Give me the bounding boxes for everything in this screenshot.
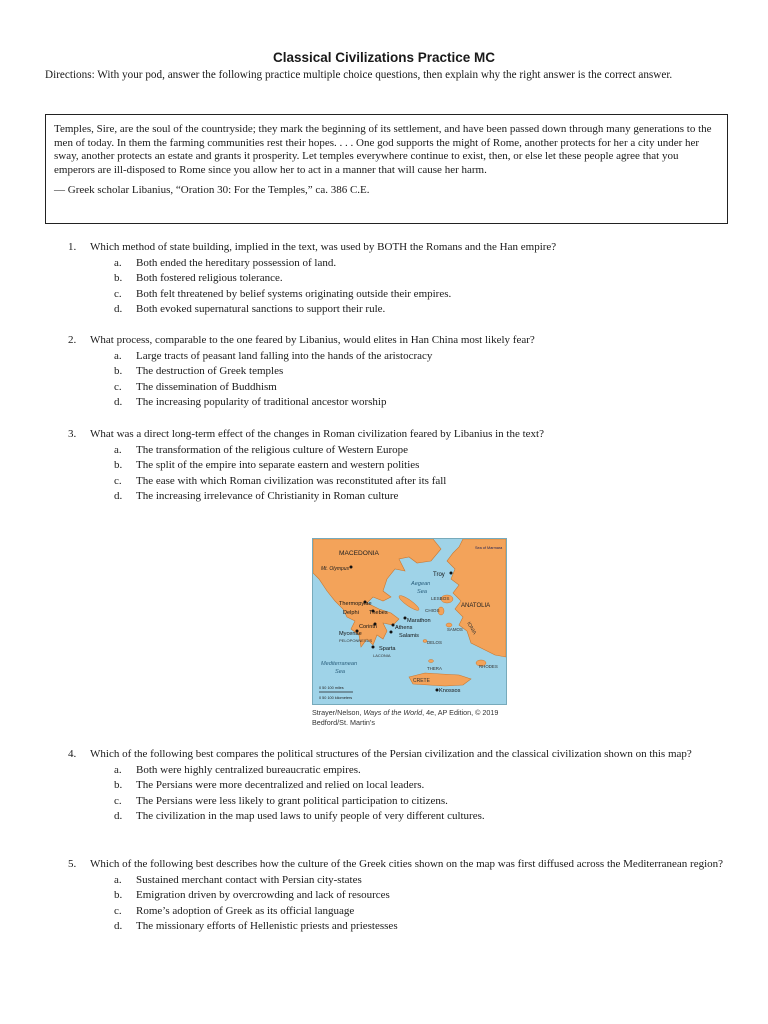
option-letter: c. bbox=[114, 904, 122, 917]
option-letter: a. bbox=[114, 256, 122, 269]
answer-option bbox=[68, 349, 728, 365]
map-label-corinth: Corinth bbox=[359, 624, 378, 630]
option-text: Both were highly centralized bureaucratic empires. bbox=[136, 763, 361, 776]
option-letter: b. bbox=[114, 779, 123, 792]
option-text: Both evoked supernatural sanctions to support their rule. bbox=[136, 303, 386, 316]
map-credit-suffix: , 4e, AP Edition, © 2019 Bedford/St. Martin’s bbox=[312, 708, 499, 727]
ancient-greece-map bbox=[312, 538, 507, 705]
map-label-thebes: Thebes bbox=[369, 610, 388, 616]
option-text: Sustained merchant contact with Persian city-states bbox=[136, 873, 362, 886]
map-city-dot bbox=[350, 566, 353, 569]
map-island-thera bbox=[429, 660, 434, 663]
passage-text: Temples, Sire, are the soul of the countryside; they mark the beginning of its settlement, and have been passed down through many generations to the men of today. In them the farming communities rest their hopes. . . . One god supports the might of Rome, another protects for her a city under her sway, another protects an estate and grants it prosperity. Let temples everywhere continue to exist, then, or else let these people agree that you emperors are ill-disposed to Rome since you allow her to act in a manner that will cause her harm. bbox=[54, 123, 712, 176]
option-letter: b. bbox=[114, 365, 123, 378]
question-5 bbox=[68, 857, 728, 935]
option-text: The ease with which Roman civilization was reconstituted after its fall bbox=[136, 474, 447, 487]
map-credit-title: Ways of the World bbox=[363, 708, 423, 717]
map-label-mediterranean: Mediterranean bbox=[321, 661, 358, 667]
page-title: Classical Civilizations Practice MC bbox=[272, 50, 496, 65]
answer-option bbox=[68, 474, 728, 490]
map-label-athens: Athens bbox=[395, 625, 413, 631]
map-city-dot bbox=[390, 631, 393, 634]
map-label-knossos: Knossos bbox=[439, 688, 461, 694]
option-letter: c. bbox=[114, 380, 122, 393]
map-scale-km: 0 50 100 kilometers bbox=[319, 696, 353, 700]
map-label-olympus: Mt. Olympus bbox=[321, 566, 350, 572]
map-city-dot bbox=[372, 646, 375, 649]
map-label-anatolia: ANATOLIA bbox=[461, 603, 491, 609]
answer-option bbox=[68, 256, 728, 272]
answer-option bbox=[68, 763, 728, 779]
question-number: 2. bbox=[68, 334, 77, 346]
option-text: Both felt threatened by belief systems originating outside their empires. bbox=[136, 287, 452, 300]
question-number: 4. bbox=[68, 748, 77, 760]
question-4 bbox=[68, 747, 728, 825]
map-label-samos: SAMOS bbox=[447, 627, 463, 632]
map-label-troy: Troy bbox=[433, 572, 445, 578]
question-stem: What was a direct long-term effect of the changes in Roman civilization feared by Libanius in the text? bbox=[90, 428, 544, 440]
option-letter: d. bbox=[114, 490, 123, 503]
answer-option bbox=[68, 888, 728, 904]
answer-option bbox=[68, 873, 728, 889]
question-number: 1. bbox=[68, 241, 77, 253]
map-label-marmara: Sea of Marmara bbox=[475, 546, 503, 550]
option-text: Both fostered religious tolerance. bbox=[136, 272, 283, 285]
question-stem: Which of the following best compares the political structures of the Persian civilization and the classical civilization shown on this map? bbox=[90, 748, 692, 760]
map-credit-prefix: Strayer/Nelson, bbox=[312, 708, 364, 717]
answer-option bbox=[68, 489, 728, 505]
option-letter: d. bbox=[114, 303, 123, 316]
map-label-peloponnesus: PELOPONNESUS bbox=[339, 638, 373, 643]
option-letter: a. bbox=[114, 443, 122, 456]
primary-source-box bbox=[45, 114, 728, 224]
directions-text: Directions: With your pod, answer the following practice multiple choice questions, then explain why the right answer is the correct answer. bbox=[45, 69, 673, 81]
answer-option bbox=[68, 443, 728, 459]
option-text: The civilization in the map used laws to unify people of very different cultures. bbox=[136, 810, 485, 823]
question-stem: Which method of state building, implied in the text, was used by BOTH the Romans and the Han empire? bbox=[90, 241, 557, 253]
option-letter: b. bbox=[114, 272, 123, 285]
map-label-aegean: Aegean bbox=[411, 581, 431, 587]
map-city-dot bbox=[450, 572, 453, 575]
option-text: The Persians were more decentralized and relied on local leaders. bbox=[136, 779, 425, 792]
question-1 bbox=[68, 240, 728, 318]
map-label-salamis: Salamis bbox=[399, 633, 419, 639]
answer-option bbox=[68, 302, 728, 318]
map-label-thera: THERA bbox=[427, 666, 442, 671]
answer-option bbox=[68, 395, 728, 411]
answer-option bbox=[68, 271, 728, 287]
map-label-mediterranean-sea: Sea bbox=[335, 669, 345, 675]
question-stem: Which of the following best describes how the culture of the Greek cities shown on the map was first diffused across the Mediterranean region? bbox=[90, 858, 724, 870]
map-label-thermopylae: Thermopylae bbox=[339, 601, 372, 607]
map-graphic bbox=[313, 539, 506, 704]
question-number: 3. bbox=[68, 428, 77, 440]
answer-option bbox=[68, 458, 728, 474]
question-3 bbox=[68, 427, 728, 505]
answer-option bbox=[68, 287, 728, 303]
option-text: Large tracts of peasant land falling into the hands of the aristocracy bbox=[136, 349, 433, 362]
option-text: Both ended the hereditary possession of land. bbox=[136, 256, 337, 269]
option-letter: a. bbox=[114, 349, 122, 362]
map-label-sparta: Sparta bbox=[379, 646, 396, 652]
map-label-lesbos: LESBOS bbox=[431, 596, 450, 601]
option-text: The missionary efforts of Hellenistic priests and priestesses bbox=[136, 920, 398, 933]
option-letter: b. bbox=[114, 459, 123, 472]
option-letter: d. bbox=[114, 396, 123, 409]
option-text: The Persians were less likely to grant political participation to citizens. bbox=[136, 794, 448, 807]
answer-option bbox=[68, 809, 728, 825]
map-label-crete: CRETE bbox=[413, 678, 430, 684]
option-letter: b. bbox=[114, 889, 123, 902]
map-island-euboea bbox=[397, 594, 420, 613]
map-label-ionia: IONIA bbox=[465, 621, 478, 636]
option-letter: d. bbox=[114, 920, 123, 933]
map-label-rhodes: RHODES bbox=[479, 664, 498, 669]
option-letter: c. bbox=[114, 794, 122, 807]
answer-option bbox=[68, 919, 728, 935]
answer-option bbox=[68, 364, 728, 380]
option-letter: d. bbox=[114, 810, 123, 823]
option-letter: c. bbox=[114, 287, 122, 300]
answer-option bbox=[68, 380, 728, 396]
question-stem: What process, comparable to the one feared by Libanius, would elites in Han China most likely fear? bbox=[90, 334, 535, 346]
map-label-macedonia: MACEDONIA bbox=[339, 550, 379, 557]
option-text: The dissemination of Buddhism bbox=[136, 380, 277, 393]
option-letter: a. bbox=[114, 873, 122, 886]
map-label-delphi: Delphi bbox=[343, 610, 359, 616]
answer-option bbox=[68, 794, 728, 810]
option-text: Emigration driven by overcrowding and lack of resources bbox=[136, 889, 390, 902]
map-credit bbox=[312, 708, 522, 728]
map-scale-miles: 0 50 100 miles bbox=[319, 686, 344, 690]
map-label-laconia: LACONIA bbox=[373, 653, 391, 658]
question-2 bbox=[68, 333, 728, 411]
option-text: The split of the empire into separate eastern and western polities bbox=[136, 459, 420, 472]
map-land-anatolia bbox=[447, 539, 506, 657]
option-text: The increasing popularity of traditional ancestor worship bbox=[136, 396, 387, 409]
option-text: The transformation of the religious culture of Western Europe bbox=[136, 443, 408, 456]
answer-option bbox=[68, 904, 728, 920]
map-label-mycenae: Mycenae bbox=[339, 631, 362, 637]
option-letter: c. bbox=[114, 474, 122, 487]
map-label-delos: DELOS bbox=[427, 640, 442, 645]
option-letter: a. bbox=[114, 763, 122, 776]
option-text: The destruction of Greek temples bbox=[136, 365, 284, 378]
map-label-aegean-sea: Sea bbox=[417, 589, 427, 595]
passage-citation: — Greek scholar Libanius, “Oration 30: For the Temples,” ca. 386 C.E. bbox=[54, 184, 370, 197]
map-label-marathon: Marathon bbox=[407, 618, 431, 624]
answer-option bbox=[68, 778, 728, 794]
option-text: Rome’s adoption of Greek as its official language bbox=[136, 904, 355, 917]
option-text: The increasing irrelevance of Christianity in Roman culture bbox=[136, 490, 399, 503]
map-label-chios: CHIOS bbox=[425, 608, 440, 613]
question-number: 5. bbox=[68, 858, 77, 870]
